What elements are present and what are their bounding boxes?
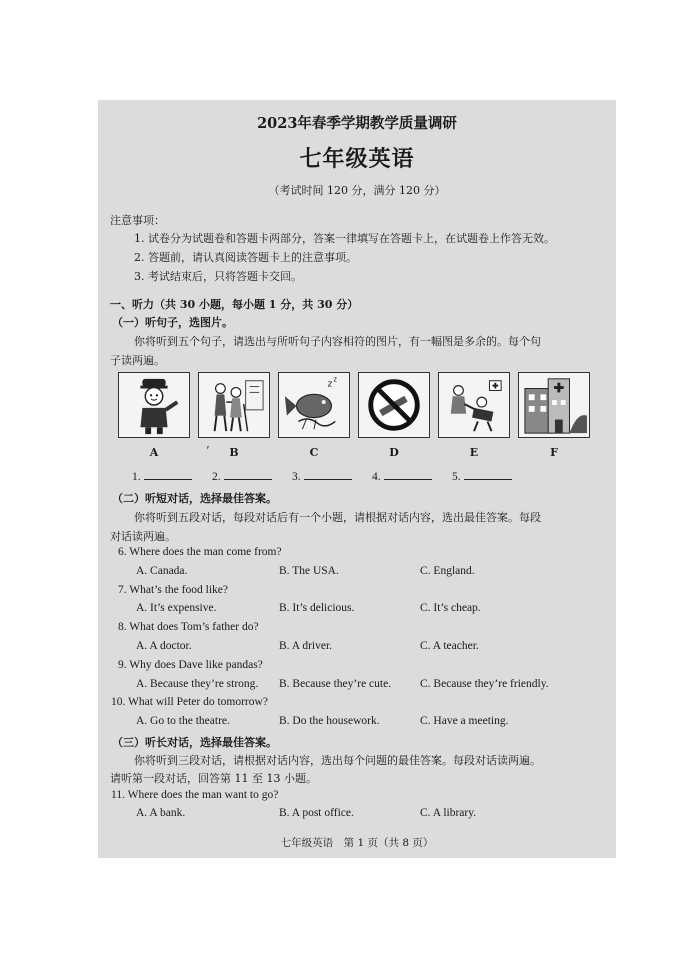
section1-title: 一、听力（共 30 小题，每小题 1 分，共 30 分） bbox=[110, 298, 359, 311]
answer-blank-4[interactable] bbox=[372, 470, 432, 483]
police-officer-icon bbox=[119, 373, 189, 437]
picture-d bbox=[358, 372, 430, 438]
part1-instruction-2: 子读两遍。 bbox=[110, 354, 165, 367]
option-10b[interactable]: B. Do the housework. bbox=[279, 715, 380, 727]
option-8c[interactable]: C. A teacher. bbox=[420, 640, 479, 652]
option-11a[interactable]: A. A bank. bbox=[136, 807, 186, 819]
svg-text:z: z bbox=[327, 379, 333, 390]
question-6: 6. Where does the man come from? bbox=[118, 546, 282, 558]
answer-line bbox=[144, 470, 192, 480]
option-7c[interactable]: C. It’s cheap. bbox=[420, 602, 481, 614]
option-6c[interactable]: C. England. bbox=[420, 565, 475, 577]
answer-line bbox=[384, 470, 432, 480]
picture-label-a: A bbox=[149, 446, 159, 459]
exam-subject: 七年级英语 bbox=[299, 146, 415, 172]
page-footer: 七年级英语 第 1 页（共 8 页） bbox=[280, 837, 434, 849]
part2-instruction-1: 你将听到五段对话，每段对话后有一个小题，请根据对话内容，选出最佳答案。每段 bbox=[134, 511, 541, 524]
exam-time-info: （考试时间 120 分，满分 120 分） bbox=[268, 184, 446, 197]
option-9b[interactable]: B. Because they’re cute. bbox=[279, 678, 392, 690]
question-9: 9. Why does Dave like pandas? bbox=[118, 659, 263, 671]
picture-c bbox=[278, 372, 350, 438]
part1-title: （一）听句子，选图片。 bbox=[112, 316, 233, 329]
answer-blank-number: 1. bbox=[132, 471, 141, 483]
option-6a[interactable]: A. Canada. bbox=[136, 565, 188, 577]
option-11c[interactable]: C. A library. bbox=[420, 807, 477, 819]
part1-instruction-1: 你将听到五个句子，请选出与所听句子内容相符的图片，有一幅图是多余的。每个句 bbox=[134, 335, 541, 348]
svg-text:z: z bbox=[333, 375, 337, 384]
answer-blank-5[interactable] bbox=[452, 470, 512, 483]
option-8b[interactable]: B. A driver. bbox=[279, 640, 333, 652]
picture-label-d: D bbox=[389, 446, 399, 459]
part2-instruction-2: 对话读两遍。 bbox=[110, 530, 176, 543]
first-aid-icon bbox=[439, 373, 509, 437]
answer-blank-number: 2. bbox=[212, 471, 221, 483]
hospital-icon bbox=[519, 373, 589, 437]
picture-label-e: E bbox=[469, 446, 479, 459]
picture-b bbox=[198, 372, 270, 438]
question-11: 11. Where does the man want to go? bbox=[111, 789, 279, 801]
answer-line bbox=[464, 470, 512, 480]
exam-title: 2023年春季学期教学质量调研 bbox=[257, 115, 457, 132]
answer-blank-1[interactable] bbox=[132, 470, 192, 483]
part3-instruction-1: 你将听到三段对话，请根据对话内容，选出每个问题的最佳答案。每段对话读两遍。 bbox=[134, 754, 541, 767]
exam-page bbox=[98, 100, 616, 858]
answer-blank-3[interactable] bbox=[292, 470, 352, 483]
option-6b[interactable]: B. The USA. bbox=[279, 565, 339, 577]
notice-item-3: 3. 考试结束后，只将答题卡交回。 bbox=[134, 270, 302, 283]
notice-heading: 注意事项： bbox=[110, 214, 165, 227]
notice-item-1: 1. 试卷分为试题卷和答题卡两部分，答案一律填写在答题卡上，在试题卷上作答无效。 bbox=[134, 232, 555, 245]
option-7a[interactable]: A. It’s expensive. bbox=[136, 602, 217, 614]
option-10c[interactable]: C. Have a meeting. bbox=[420, 715, 509, 727]
sleeping-fish-icon bbox=[279, 373, 349, 437]
answer-blank-number: 5. bbox=[452, 471, 461, 483]
part3-instruction-2: 请听第一段对话，回答第 11 至 13 小题。 bbox=[110, 772, 317, 785]
question-7: 7. What’s the food like? bbox=[118, 584, 228, 596]
answer-line bbox=[224, 470, 272, 480]
option-8a[interactable]: A. A doctor. bbox=[136, 640, 192, 652]
answer-line bbox=[304, 470, 352, 480]
answer-blank-number: 4. bbox=[372, 471, 381, 483]
option-9c[interactable]: C. Because they’re friendly. bbox=[420, 678, 549, 690]
notice-item-2: 2. 答题前，请认真阅读答题卡上的注意事项。 bbox=[134, 251, 357, 264]
picture-label-b: B bbox=[229, 446, 239, 459]
picture-label-f: F bbox=[550, 446, 558, 459]
question-8: 8. What does Tom’s father do? bbox=[118, 621, 259, 633]
question-10: 10. What will Peter do tomorrow? bbox=[111, 696, 268, 708]
picture-e bbox=[438, 372, 510, 438]
part3-title: （三）听长对话，选择最佳答案。 bbox=[112, 736, 277, 749]
answer-blank-number: 3. bbox=[292, 471, 301, 483]
answer-blank-2[interactable] bbox=[212, 470, 272, 483]
no-smoking-icon bbox=[359, 373, 429, 437]
stray-mark: ’ bbox=[206, 444, 210, 457]
part2-title: （二）听短对话，选择最佳答案。 bbox=[112, 492, 277, 505]
picture-a bbox=[118, 372, 190, 438]
option-7b[interactable]: B. It’s delicious. bbox=[279, 602, 355, 614]
option-10a[interactable]: A. Go to the theatre. bbox=[136, 715, 230, 727]
helping-elderly-icon bbox=[199, 373, 269, 437]
option-11b[interactable]: B. A post office. bbox=[279, 807, 354, 819]
picture-f bbox=[518, 372, 590, 438]
picture-label-c: C bbox=[309, 446, 319, 459]
option-9a[interactable]: A. Because they’re strong. bbox=[136, 678, 259, 690]
